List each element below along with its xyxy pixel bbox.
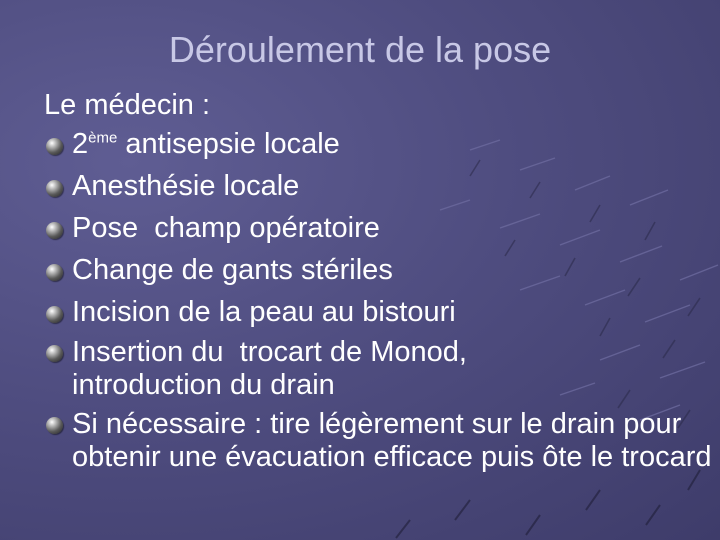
- sphere-bullet-icon: [46, 180, 63, 197]
- list-item-text: Incision de la peau au bistouri: [72, 296, 456, 328]
- sphere-bullet-icon: [46, 417, 63, 434]
- list-item-text: Si nécessaire : tire légèrement sur le drain pour obtenir une évacuation efficace puis ôte le trocard: [72, 408, 712, 473]
- slide-title: Déroulement de la pose: [168, 29, 552, 70]
- list-item-text: antisepsie locale: [117, 128, 340, 160]
- sphere-bullet-icon: [46, 264, 63, 281]
- slide-content: [44, 84, 712, 480]
- sphere-bullet-icon: [46, 345, 63, 362]
- list-item-number: 2: [72, 128, 89, 160]
- list-item-text: Change de gants stériles: [72, 254, 393, 286]
- list-item-text: Insertion du trocart de Monod, introduction du drain: [72, 336, 476, 401]
- list-item: [44, 252, 704, 288]
- list-item: [44, 168, 704, 204]
- list-item-text: Pose champ opératoire: [72, 212, 380, 244]
- list-item-superscript: ème: [88, 129, 118, 147]
- sphere-bullet-icon: [46, 306, 63, 323]
- list-item-text: Anesthésie locale: [72, 170, 300, 202]
- list-item: [44, 408, 712, 474]
- sphere-bullet-icon: [46, 222, 63, 239]
- sphere-bullet-icon: [46, 138, 63, 155]
- list-item: [44, 126, 704, 162]
- list-item: [44, 294, 704, 330]
- list-item: [44, 336, 552, 402]
- intro-text: Le médecin :: [44, 89, 211, 121]
- list-item: [44, 210, 704, 246]
